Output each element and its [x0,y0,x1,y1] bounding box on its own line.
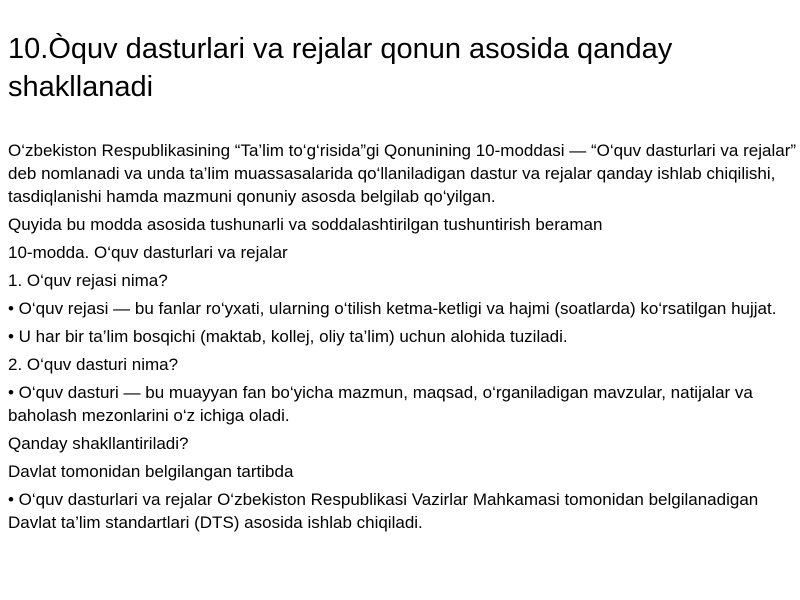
paragraph-intro: O‘zbekiston Respublikasining “Ta’lim to‘g‘risida”gi Qonunining 10-moddasi — “O‘quv dasturlari va rejalar” deb nomlanadi va unda ta’lim muassasalarida qo‘llaniladigan dastur va rejalar qanday ishlab chiqilishi, tasdiqlanishi hamda mazmuni qonuniy asosda belgilab qo‘yilgan. [8,141,797,206]
bullet-program-definition: • O‘quv dasturi — bu muayyan fan bo‘yicha mazmun, maqsad, o‘rganiladigan mavzular, natijalar va baholash mezonlarini o‘z ichiga oladi. [8,383,753,425]
paragraph-article-heading: 10-modda. O‘quv dasturlari va rejalar [8,243,288,262]
paragraph-explanation-note: Quyida bu modda asosida tushunarli va soddalashtirilgan tushuntirish beraman [8,215,603,234]
paragraph-question-curriculum: 1. O‘quv rejasi nima? [8,271,168,290]
bullet-curriculum-levels: • U har bir ta’lim bosqichi (maktab, kollej, oliy ta’lim) uchun alohida tuziladi. [8,327,568,346]
paragraph-question-program: 2. O‘quv dasturi nima? [8,355,179,374]
bullet-standards: • O‘quv dasturlari va rejalar O‘zbekiston Respublikasi Vazirlar Mahkamasi tomonidan belgilanadigan Davlat ta’lim standartlari (DTS) asosida ishlab chiqiladi. [8,490,759,532]
bullet-curriculum-definition: • O‘quv rejasi — bu fanlar ro‘yxati, ularning o‘tilish ketma-ketligi va hajmi (soatlarda) ko‘rsatilgan hujjat. [8,299,777,318]
slide-body [8,139,798,539]
slide-title: 10.Òquv dasturlari va rejalar qonun asosida qanday shakllanadi [8,33,673,103]
paragraph-question-formation: Qanday shakllantiriladi? [8,434,189,453]
paragraph-state-order: Davlat tomonidan belgilangan tartibda [8,462,294,481]
